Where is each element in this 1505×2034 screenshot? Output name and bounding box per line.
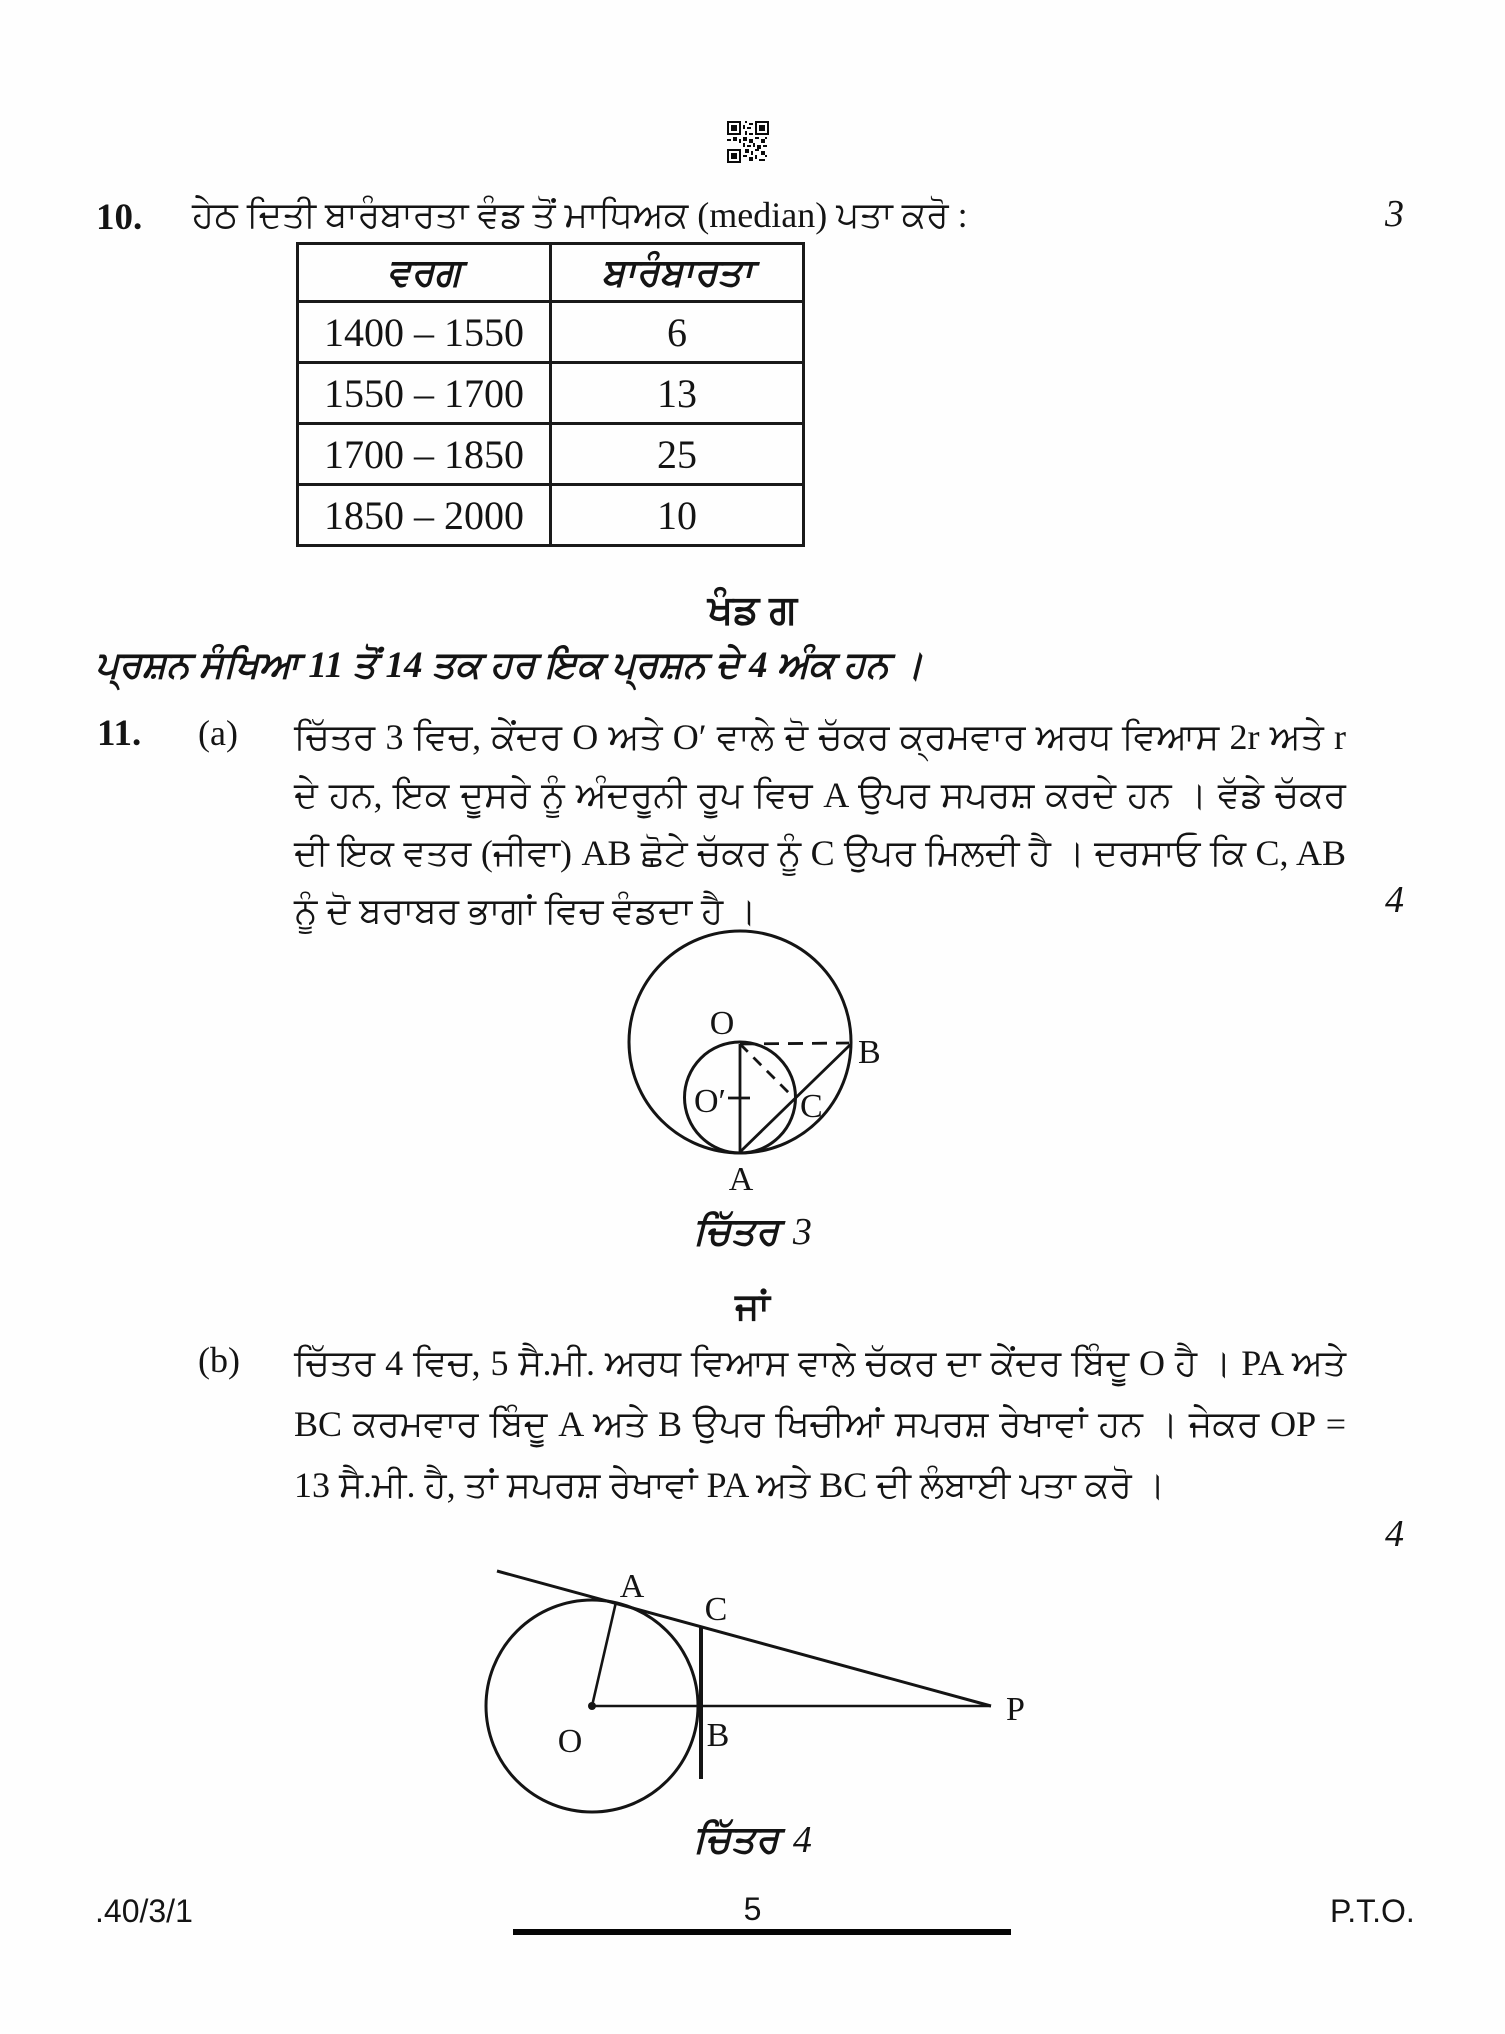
question-11b-marks: 4 (1385, 1513, 1404, 1555)
question-11b-text: ਚਿੱਤਰ 4 ਵਿਚ, 5 ਸੈ.ਮੀ. ਅਰਧ ਵਿਆਸ ਵਾਲੇ ਚੱਕਰ ਦਾ ਕੇਂਦਰ ਬਿੰਦੂ O ਹੈ । PA ਅਤੇ BC ਕਰਮਵਾਰ ਬਿੰਦੂ A ਅਤੇ B ਉਪਰ ਖਿਚੀਆਂ ਸਪਰਸ਼ ਰੇਖਾਵਾਂ ਹਨ । ਜੇਕਰ OP = 13 ਸੈ.ਮੀ. ਹੈ, ਤਾਂ ਸਪਰਸ਼ ਰੇਖਾਵਾਂ PA ਅਤੇ BC ਦੀ ਲੰਬਾਈ ਪਤਾ ਕਰੋ । (294, 1343, 1346, 1505)
pto-label: P.T.O. (1330, 1893, 1415, 1929)
table-header-class: ਵਰਗ (298, 244, 551, 302)
label-O: O (709, 1005, 735, 1042)
figure-3-caption-label: ਚਿੱਤਰ (693, 1211, 779, 1253)
table-header-row (298, 244, 804, 302)
footer-divider (513, 1929, 1011, 1935)
radius-oa (592, 1602, 616, 1706)
question-11a-label: (a) (198, 713, 238, 753)
table-row (298, 363, 804, 424)
figure-3-caption-number: 3 (792, 1211, 812, 1253)
label-B: B (858, 1034, 881, 1071)
or-separator: ਜਾਂ (735, 1287, 770, 1328)
question-10-marks: 3 (1385, 193, 1404, 235)
figure-4-caption-number: 4 (792, 1819, 812, 1861)
label-B: B (706, 1717, 730, 1754)
class-interval-cell: 1550 – 1700 (298, 363, 551, 424)
frequency-cell: 25 (551, 424, 804, 485)
question-10-text: ਹੇਠ ਦਿਤੀ ਬਾਰੰਬਾਰਤਾ ਵੰਡ ਤੋਂ ਮਾਧਿਅਕ (median) ਪਤਾ ਕਰੋ : (192, 195, 968, 235)
label-O-prime: O′ (694, 1083, 726, 1120)
table-row (298, 302, 804, 363)
question-11-number: 11. (97, 713, 142, 754)
question-10-number: 10. (96, 197, 143, 238)
label-C: C (800, 1088, 823, 1125)
page-number: 5 (743, 1891, 762, 1927)
table-row (298, 485, 804, 546)
frequency-table (296, 242, 805, 547)
tangent-line-pa (497, 1571, 991, 1706)
label-O: O (557, 1723, 583, 1760)
label-P: P (1006, 1691, 1025, 1728)
figure-3-caption (0, 1210, 1505, 1254)
table-row (298, 424, 804, 485)
question-11b-label: (b) (198, 1340, 240, 1380)
section-instruction: ਪ੍ਰਸ਼ਨ ਸੰਖਿਆ 11 ਤੋਂ 14 ਤਕ ਹਰ ਇਕ ਪ੍ਰਸ਼ਨ ਦੇ 4 ਅੰਕ ਹਨ । (95, 645, 924, 686)
dashed-line-oc (740, 1044, 791, 1095)
figure-4-caption (0, 1818, 1505, 1862)
label-A: A (619, 1568, 645, 1605)
frequency-cell: 6 (551, 302, 804, 363)
frequency-cell: 10 (551, 485, 804, 546)
figure-4-caption-label: ਚਿੱਤਰ (693, 1819, 779, 1861)
table-header-frequency: ਬਾਰੰਬਾਰਤਾ (551, 244, 804, 302)
frequency-cell: 13 (551, 363, 804, 424)
figure-3 (598, 918, 898, 1200)
class-interval-cell: 1850 – 2000 (298, 485, 551, 546)
class-interval-cell: 1700 – 1850 (298, 424, 551, 485)
question-11a-marks: 4 (1385, 879, 1404, 921)
class-interval-cell: 1400 – 1550 (298, 302, 551, 363)
label-C: C (704, 1591, 728, 1628)
label-A: A (728, 1161, 754, 1198)
section-title: ਖੰਡ ਗ (707, 587, 798, 632)
figure-4 (458, 1556, 1062, 1818)
question-11a-text: ਚਿੱਤਰ 3 ਵਿਚ, ਕੇਂਦਰ O ਅਤੇ O′ ਵਾਲੇ ਦੋ ਚੱਕਰ ਕ੍ਰਮਵਾਰ ਅਰਧ ਵਿਆਸ 2r ਅਤੇ r ਦੇ ਹਨ, ਇਕ ਦੂਸਰੇ ਨੂੰ ਅੰਦਰੂਨੀ ਰੂਪ ਵਿਚ A ਉਪਰ ਸਪਰਸ਼ ਕਰਦੇ ਹਨ । ਵੱਡੇ ਚੱਕਰ ਦੀ ਇਕ ਵਤਰ (ਜੀਵਾ) AB ਛੋਟੇ ਚੱਕਰ ਨੂੰ C ਉਪਰ ਮਿਲਦੀ ਹੈ । ਦਰਸਾਓ ਕਿ C, AB ਨੂੰ ਦੋ ਬਰਾਬਰ ਭਾਗਾਂ ਵਿਚ ਵੰਡਦਾ ਹੈ । (294, 717, 1346, 931)
qr-code-icon (727, 117, 769, 167)
paper-code: .40/3/1 (95, 1893, 193, 1929)
